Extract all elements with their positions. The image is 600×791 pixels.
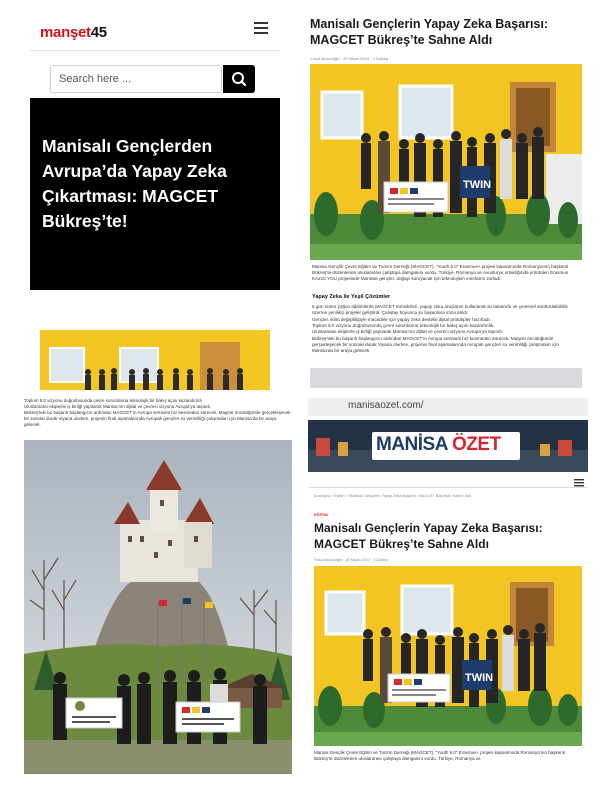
article-title[interactable]: Manisalı Gençlerin Yapay Zeka Başarısı: MAGCET Bükreş’te Sahne Aldı xyxy=(310,17,549,47)
breadcrumb[interactable]: Anasayfa > Eğitim > Manisalı Gençlerin Yapay Zeka Başarısı: MAGCET Bükreş’te Sahne Aldı xyxy=(314,494,472,498)
article-title[interactable]: Manisalı Gençlerin Yapay Zeka Başarısı: MAGCET Bükreş’te Sahne Aldı xyxy=(314,521,543,551)
browser-url-bar[interactable] xyxy=(308,398,588,416)
manset45-logo[interactable]: manşet45 xyxy=(40,24,107,41)
site-banner xyxy=(308,420,588,472)
url-text: manisaozet.com/ xyxy=(348,400,424,411)
castle-photo xyxy=(24,440,292,774)
article-bullet: Uluslararası ekiplerle iş birliği yapılarak Manisa’nın dijital ve çevreci vizyonu Avrupa’ya taşındı. xyxy=(312,329,504,334)
article-bullet: Gençler, iklim değişikliğiyle mücadele için yapay zeka destekli dijital prototipler hazırladı. xyxy=(312,317,491,322)
group-photo-strip xyxy=(40,330,270,390)
manset45-screenshot xyxy=(30,12,280,302)
article-intro: Manisa Gençlik Çevre Eğitim ve Turizm Derneği (MAGCET), “Youth 5.0” Erasmus+ projesi kapsamında Romanya’nın başkenti Bükreş’te düzenlenen uluslararası çalıştaya damgasını vurdu. Türkiye, Romanya ve Avusturya ortaklığında yürütülen Erasmus KA210 YOU projesinde Manisalı gençler, doğayı koruyacak için teknolojinin sınırlarını zorladı. xyxy=(312,264,569,282)
search-button[interactable] xyxy=(223,65,255,93)
article-screenshot xyxy=(304,12,589,392)
castle-text-para: Bükreş’teki bu başarılı başlangıcın ardından MAGCET’in Avrupa serüveni hız kesmeden sürecek. Magcet öncülüğünde gerçekleşecek bir sonraki durak Viyana olurken, projenin final aşamalarında Avrupalı gençleri su verimliliği çalışmaları için Manisa’da bir araya gelecek. xyxy=(24,410,291,427)
article-body: Manisa Gençlik Çevre Eğitim ve Turizm Derneği (MAGCET), “Youth 5.0” Erasmus+ projesi kapsamında Romanya’nın başkenti Bükreş’te düzenlenen uluslararası çalıştaya damgasını vurdu. Türkiye, Romanya ve xyxy=(314,750,566,761)
manisa-ozet-logo[interactable]: MANİSA ÖZET xyxy=(376,434,501,455)
article-para2: 5 gün süren yoğun eğitimlerde MAGCET temsilcileri, yapay zeka araçlarını kullanarak su tasarrufu ve çevresel sürdürülebilirlik üzerine yenilikçi projeler geliştirdi. Çalıştay boyunca şu başarılara imza atıldı: xyxy=(312,304,568,316)
menu-icon[interactable] xyxy=(254,22,268,34)
menu-icon[interactable] xyxy=(574,479,584,487)
castle-screenshot xyxy=(22,398,296,776)
headline-text: Manisalı Gençlerden Avrupa’da Yapay Zeka Çıkartması: MAGCET Bükreş’te! xyxy=(42,136,227,231)
scroll-fade xyxy=(310,368,582,388)
castle-text-line: Toplum 5.0 vizyonu doğrultusunda çevre sorunlarına teknolojik bir bakış açısı kazandırıldı. xyxy=(24,398,204,403)
article-photo xyxy=(314,566,582,746)
manisa-ozet-screenshot xyxy=(308,398,588,776)
banner-text: TWIN xyxy=(463,179,492,191)
castle-text-block xyxy=(24,398,292,428)
header-divider xyxy=(30,50,280,51)
article-bullet: Toplum 5.0 vizyonu doğrultusunda çevre sorunlarına teknolojik bir bakış açısı kazandırıldı. xyxy=(312,323,495,328)
article-photo xyxy=(310,64,582,260)
article-para3: Bükreş’teki bu başarılı başlangıcın ardından MAGCET’in Avrupa serüveni hız kesmeden sürecek. Magcet öncülüğünde gerçekleşecek bir sonraki durak Viyana olurken, projenin final aşamalarında Avrupalı gençleri su verimliliği çalışmaları için Manisa’da bir araya gelecek. xyxy=(312,336,559,354)
search-icon xyxy=(223,65,255,93)
article-meta: Yusuf Akıncıoğlu · 25 Nisan 2024 · 3 Dakika xyxy=(314,558,389,562)
site-nav-bar xyxy=(308,478,588,488)
search-input[interactable]: Search here ... xyxy=(50,65,222,93)
banner-text: TWIN xyxy=(465,672,494,684)
article-subheading: Yapay Zeka ile Yeşil Çözümler xyxy=(312,294,391,300)
headline-block[interactable] xyxy=(30,98,280,290)
article-meta: Yusuf Akıncıoğlu · 25 Nisan 2024 · 3 Dakika xyxy=(310,56,389,61)
category-tag[interactable]: EĞİTİM xyxy=(314,512,328,517)
castle-text-line: Uluslararası ekiplerle iş birliği yapılarak Manisa’nın dijital ve çevreci vizyonu Avrupa’ya taşındı. xyxy=(24,404,212,409)
